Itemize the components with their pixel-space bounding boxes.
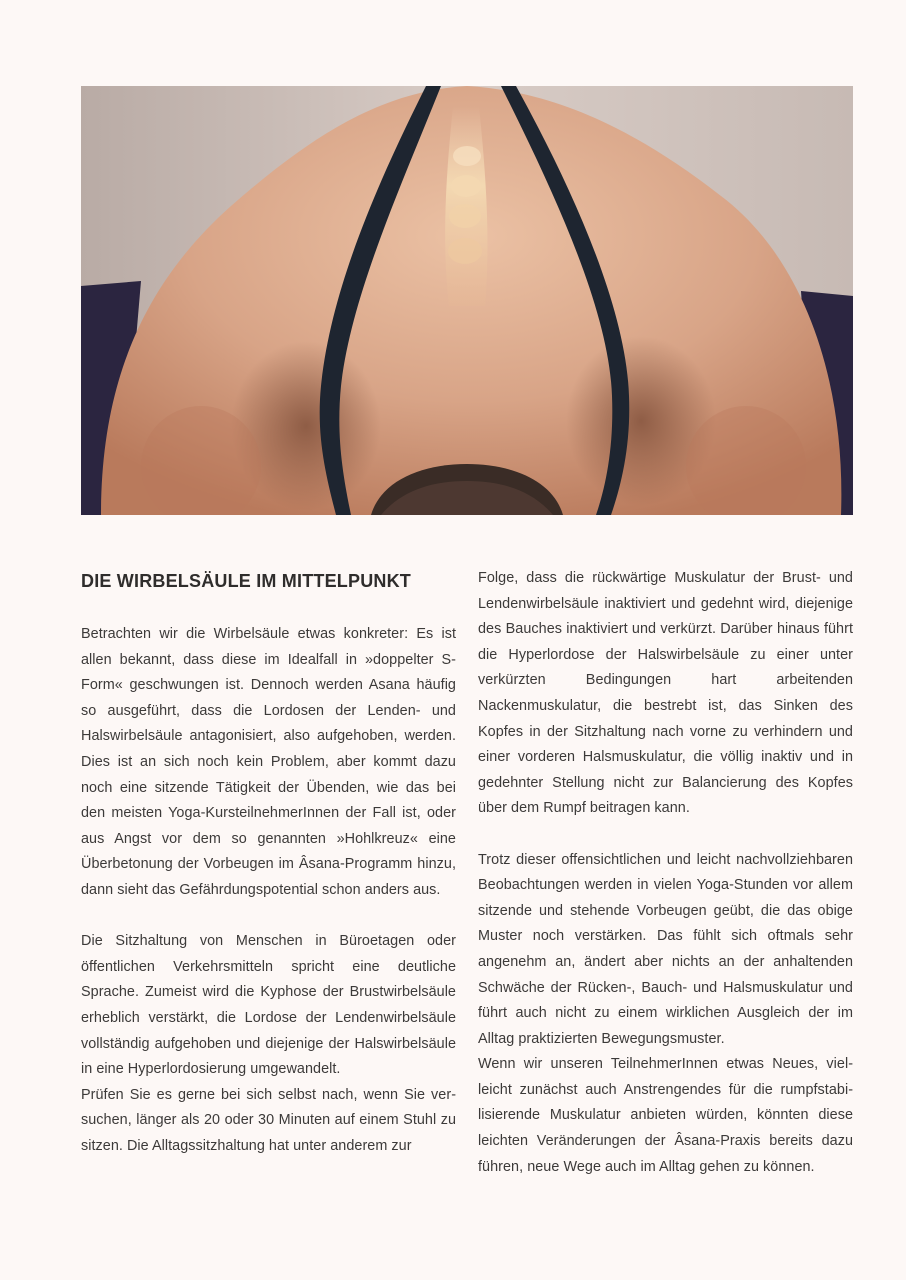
paragraph: Folge, dass die rückwärtige Muskulatur der Brust- und Lendenwirbelsäule inaktiviert und gedehnt wird, diejenige des Bauches inaktiviert und verkürzt. Darüber hinaus führt die Hyperlordose der Halswirbelsäule zu einer unter verkürzten Bedingungen hart arbeitenden Nackenmuskulatur, die bestrebt ist, das Sinken des Kopfes in der Sitzhaltung nach vorne zu verhindern und einer vorderen Halsmuskulatur, die völlig inaktiv und in gedehnter Stellung nicht zur Balancierung des Kopfes über dem Rumpf beitragen kann.	[478, 570, 853, 817]
article-column-left	[81, 566, 456, 1159]
paragraph: Die Sitzhaltung von Menschen in Büroetagen oder öffentlichen Verkehrsmitteln spricht eine deutliche Sprache. Zumeist wird die Kyphose der Brustwirbelsäule erheblich verstärkt, die Lordose der Lendenwirbelsäule vollständig aufgehoben und diejenige der Halswirbelsäule in eine Hyperlordosierung umgewandelt.	[81, 933, 456, 1078]
paragraph: Betrachten wir die Wirbelsäule etwas konkreter: Es ist allen bekannt, dass diese im Idealfall in »doppelter S-Form« geschwungen ist. Dennoch werden Asana häufig so ausgeführt, dass die Lordosen der Lenden- und Halswirbelsäule antagonisiert, also aufgehoben, werden. Dies ist an sich noch kein Problem, aber kommt dazu noch eine sitzende Tätigkeit der Übenden, wie das bei den meisten Yoga-KursteilnehmerInnen der Fall ist, oder aus Angst vor dem so genannten »Hohlkreuz« eine Überbetonung der Vorbeugen im Âsana-Programm hinzu, dann sieht das Gefährdungspotential schon anders aus.	[81, 626, 456, 898]
paragraph: Wenn wir unseren TeilnehmerInnen etwas Neues, vielleicht zunächst auch Anstrengendes für die rumpfstabilisierende Muskulatur anbieten würden, könnten diese leichten Veränderungen der Âsana-Praxis bereits dazu führen, neue Wege auch im Alltag gehen zu können.	[478, 1056, 853, 1175]
paragraph: Trotz dieser offensichtlichen und leicht nachvollziehbaren Beobachtungen werden in vielen Yoga-Stunden vor allem sitzende und stehende Vorbeugen geübt, die das obige Muster noch verstärken. Das fühlt sich oftmals sehr angenehm an, ändert aber nichts an der anhaltenden Schwäche der Rücken-, Bauch- und Halsmuskulatur und führt auch nicht zu einem wirklichen Ausgleich der im Alltag praktizierten Bewegungsmuster.	[478, 851, 853, 1047]
back-photo-illustration	[81, 86, 853, 515]
article-heading: DIE WIRBELSÄULE IM MITTELPUNKT	[81, 571, 411, 591]
article-column-right	[478, 566, 853, 1180]
article-photo-back-forward-bend	[81, 86, 853, 515]
paragraph: Prüfen Sie es gerne bei sich selbst nach, wenn Sie versuchen, länger als 20 oder 30 Minuten auf einem Stuhl zu sitzen. Die Alltagssitzhaltung hat unter anderem zur	[81, 1086, 456, 1154]
